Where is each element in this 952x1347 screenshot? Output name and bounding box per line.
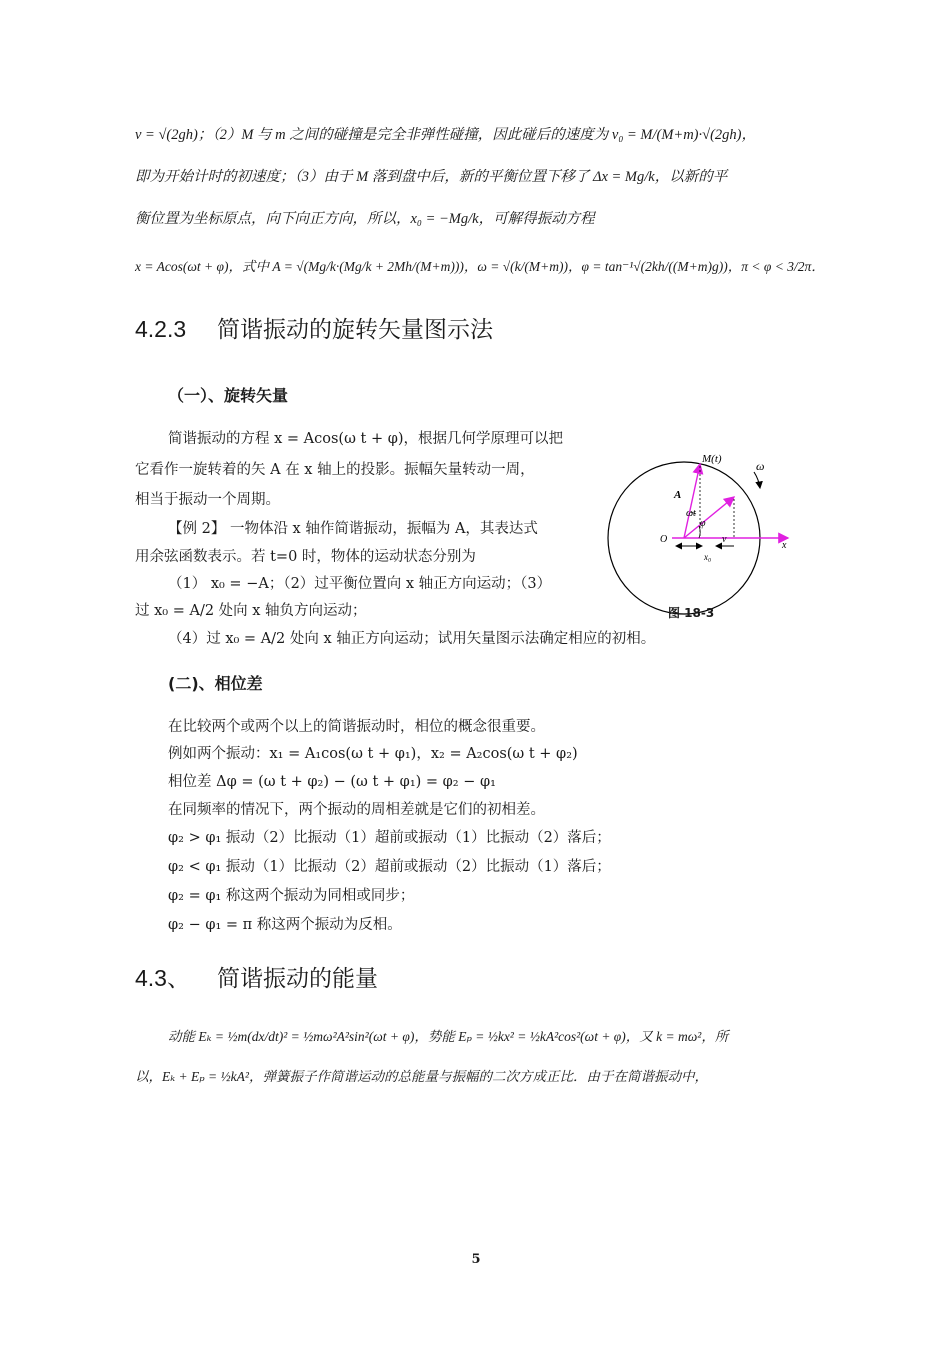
label-x: x (782, 540, 787, 551)
intro-line-2: 即为开始计时的初速度；（3）由于 M 落到盘中后，新的平衡位置下移了 Δx = Mg/k，以新的平 (135, 169, 728, 185)
example-line-4: 过 x₀ = A/2 处向 x 轴负方向运动； (135, 603, 367, 619)
energy-line-1: 动能 Eₖ = ½m(dx/dt)² = ½mω²A²sin²(ωt + φ)，势能 Eₚ = ½kx² = ½kA²cos²(ωt + φ)，又 k = mω²，所 (168, 1029, 729, 1044)
figure-caption: 图 18-3 (668, 606, 715, 620)
example-line-2: 用余弦函数表示。若 t=0 时，物体的运动状态分别为 (135, 549, 476, 565)
section-number: 4.2.3 (135, 316, 187, 342)
label-phi: φ (700, 518, 706, 529)
intro-line-4: x = Acos(ωt + φ)，式中 A = √(Mg/k·(Mg/k + 2Mh/(M+m)))，ω = √(k/(M+m))，φ = tan⁻¹√(2kh/((M+m)g))，π < φ < 3/2π． (135, 259, 825, 274)
phase-line-3: 相位差 Δφ = (ω t + φ₂) − (ω t + φ₁) = φ₂ − φ₁ (168, 774, 496, 790)
subsection-heading-phase-difference: (二)、相位差 (168, 674, 263, 693)
phase-line-4: 在同频率的情况下，两个振动的周相差就是它们的初相差。 (168, 802, 545, 818)
phase-line-5: φ₂ > φ₁ 振动（2）比振动（1）超前或振动（1）比振动（2）落后； (168, 830, 611, 846)
intro-line-1: v = √(2gh)；（2）M 与 m 之间的碰撞是完全非弹性碰撞，因此碰后的速度为 v₀ = M/(M+m)·√(2gh)， (135, 127, 756, 143)
label-O: O (660, 534, 668, 545)
energy-line-2: 以，Eₖ + Eₚ = ½kA²，弹簧振子作简谐运动的总能量与振幅的二次方成正比．由于在简谐振动中， (135, 1069, 708, 1084)
phase-line-6: φ₂ < φ₁ 振动（1）比振动（2）超前或振动（2）比振动（1）落后； (168, 859, 611, 875)
label-omega: ω (756, 459, 765, 473)
rot-para-line-1: 简谐振动的方程 x = Acos(ω t + φ)，根据几何学原理可以把 (168, 431, 564, 447)
example-line-5: （4）过 x₀ = A/2 处向 x 轴正方向运动；试用矢量图示法确定相应的初相。 (168, 631, 656, 647)
example-line-1: 【例 2】 一物体沿 x 轴作简谐振动，振幅为 A，其表达式 (168, 521, 538, 537)
intro-line-3: 衡位置为坐标原点，向下向正方向，所以，x₀ = −Mg/k，可解得振动方程 (135, 211, 595, 227)
section-heading-4-3 (135, 967, 378, 990)
rot-para-line-2: 它看作一旋转着的矢 A 在 x 轴上的投影。振幅矢量转动一周， (135, 462, 535, 478)
phase-line-2: 例如两个振动：x₁ = A₁cos(ω t + φ₁)，x₂ = A₂cos(ω t + φ₂) (168, 746, 578, 762)
section-title: 简谐振动的旋转矢量图示法 (217, 316, 493, 342)
label-M-t: M(t) (702, 453, 722, 465)
label-A: A (674, 489, 682, 501)
label-x0: x₀ (704, 552, 712, 562)
label-omega-t: ωt (686, 508, 696, 519)
rotating-vector-figure (604, 452, 800, 624)
section-title: 简谐振动的能量 (217, 965, 378, 991)
page-number: 5 (471, 1252, 481, 1267)
example-line-3: （1） x₀ = −A；（2）过平衡位置向 x 轴正方向运动；（3） (168, 576, 552, 592)
label-v: v (722, 534, 727, 545)
section-heading-4-2-3 (135, 318, 493, 341)
rot-para-line-3: 相当于振动一个周期。 (135, 492, 280, 508)
phase-line-8: φ₂ − φ₁ = π 称这两个振动为反相。 (168, 917, 402, 933)
rotation-arrow-icon (754, 472, 760, 488)
subsection-heading-rotating-vector: （一）、旋转矢量 (168, 386, 289, 405)
phase-line-1: 在比较两个或两个以上的简谐振动时，相位的概念很重要。 (168, 719, 545, 735)
section-number: 4.3、 (135, 965, 190, 991)
phase-line-7: φ₂ = φ₁ 称这两个振动为同相或同步； (168, 888, 415, 904)
